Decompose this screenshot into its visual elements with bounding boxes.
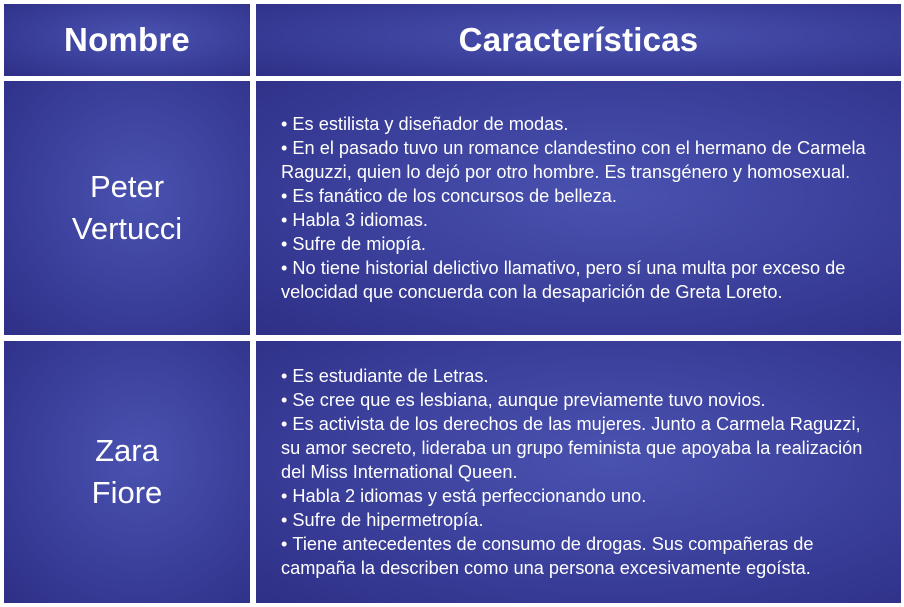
row-2-traits-cell (256, 341, 901, 603)
row-2-traits-list (281, 364, 877, 580)
row-1-name-line: Peter (89, 169, 165, 204)
row-1-name-line: Vertucci (71, 211, 183, 246)
trait-item: • Es estudiante de Letras. (281, 364, 877, 388)
trait-item: • Sufre de miopía. (281, 232, 877, 256)
trait-item: • Se cree que es lesbiana, aunque previamente tuvo novios. (281, 388, 877, 412)
row-2-name-line: Fiore (91, 475, 163, 510)
header-characteristics-label: Características (458, 21, 699, 58)
trait-item: • En el pasado tuvo un romance clandestino con el hermano de Carmela Raguzzi, quien lo dejó por otro hombre. Es transgénero y homosexual. (281, 136, 877, 184)
row-2-name (92, 430, 163, 514)
trait-item: • Habla 2 idiomas y está perfeccionando uno. (281, 484, 877, 508)
row-2-name-line: Zara (95, 433, 159, 468)
header-characteristics (256, 4, 901, 76)
header-name-label: Nombre (64, 21, 190, 58)
trait-item: • No tiene historial delictivo llamativo, pero sí una multa por exceso de velocidad que concuerda con la desaparición de Greta Loreto. (281, 256, 877, 304)
trait-item: • Es fanático de los concursos de belleza. (281, 184, 877, 208)
row-2-name-cell (4, 341, 250, 603)
trait-item: • Es estilista y diseñador de modas. (281, 112, 877, 136)
trait-item: • Habla 3 idiomas. (281, 208, 877, 232)
trait-item: • Sufre de hipermetropía. (281, 508, 877, 532)
header-name (4, 4, 250, 76)
row-1-traits-list (281, 112, 877, 304)
trait-item: • Es activista de los derechos de las mujeres. Junto a Carmela Raguzzi, su amor secreto, lideraba un grupo feminista que apoyaba la realización del Miss International Queen. (281, 412, 877, 484)
trait-item: • Tiene antecedentes de consumo de drogas. Sus compañeras de campaña la describen como una persona excesivamente egoísta. (281, 532, 877, 580)
row-1-name (72, 166, 182, 250)
row-1-name-cell (4, 81, 250, 335)
row-1-traits-cell (256, 81, 901, 335)
